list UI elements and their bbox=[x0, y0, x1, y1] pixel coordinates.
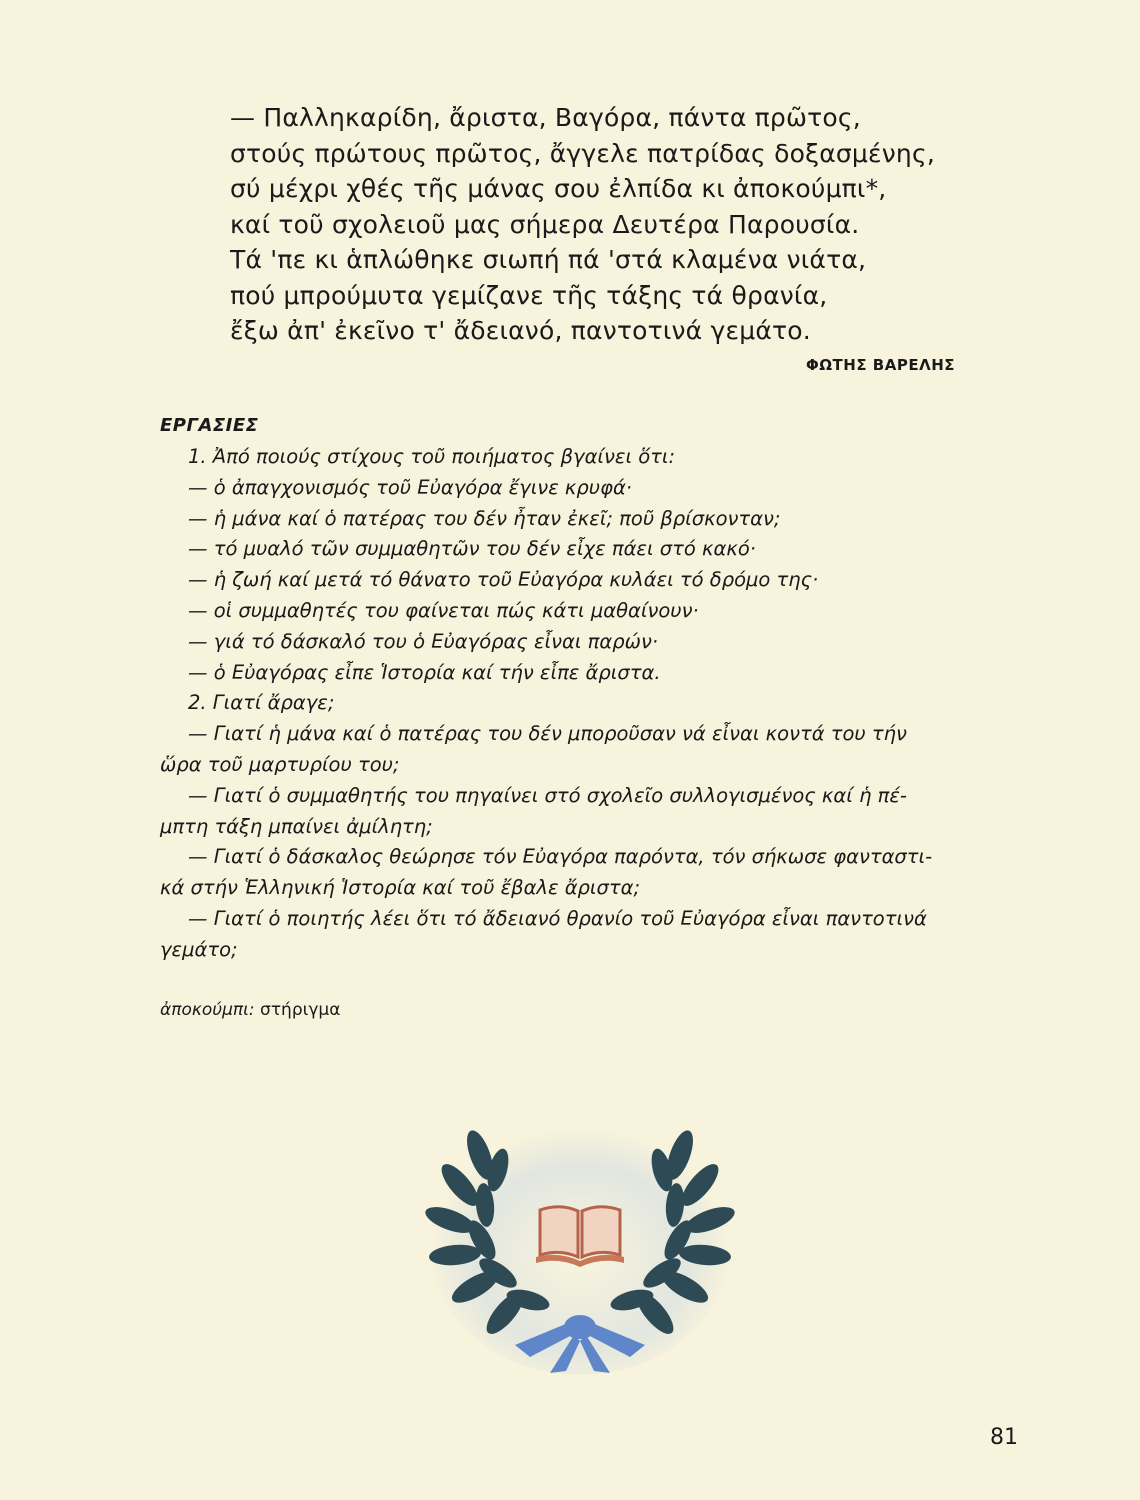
footnote-term: ἀποκούμπι: bbox=[160, 1000, 255, 1020]
question-1-item: — ὁ Εὐαγόρας εἶπε Ἱστορία καί τήν εἶπε ἄριστα. bbox=[188, 660, 661, 684]
question-1-item: — οἱ συμμαθητές του φαίνεται πώς κάτι μαθαίνουν· bbox=[188, 598, 699, 622]
poem-line: Τά 'πε κι ἁπλώθηκε σιωπή πά 'στά κλαμένα νιάτα, bbox=[230, 245, 867, 274]
laurel-wreath-icon bbox=[420, 1095, 740, 1375]
question-2-line: — Γιατί ὁ δάσκαλος θεώρησε τόν Εὐαγόρα παρόντα, τόν σήκωσε φανταστι- bbox=[188, 845, 933, 869]
question-2: 2. Γιατί ἄραγε; bbox=[188, 691, 335, 715]
question-1-item: — τό μυαλό τῶν συμμαθητῶν του δέν εἶχε πάει στό κακό· bbox=[188, 537, 756, 561]
question-1-item: — ἡ ζωή καί μετά τό θάνατο τοῦ Εὐαγόρα κυλάει τό δρόμο της· bbox=[188, 568, 819, 592]
poem-line: καί τοῦ σχολειοῦ μας σήμερα Δευτέρα Παρουσία. bbox=[230, 209, 860, 239]
question-2-line: — Γιατί ὁ συμμαθητής του πηγαίνει στό σχολεῖο συλλογισμένος καί ἡ πέ- bbox=[188, 783, 907, 807]
exercises-list bbox=[160, 442, 1010, 966]
question-2-line: κά στήν Ἑλληνική Ἱστορία καί τοῦ ἔβαλε ἄριστα; bbox=[160, 876, 641, 900]
question-1-item: — ὁ ἀπαγχονισμός τοῦ Εὐαγόρα ἔγινε κρυφά· bbox=[188, 475, 633, 499]
question-2-line: — Γιατί ἡ μάνα καί ὁ πατέρας του δέν μποροῦσαν νά εἶναι κοντά του τήν bbox=[188, 722, 907, 746]
question-1-item: — ἡ μάνα καί ὁ πατέρας του δέν ἦταν ἐκεῖ; ποῦ βρίσκονταν; bbox=[188, 506, 781, 530]
question-2-line: μπτη τάξη μπαίνει ἀμίλητη; bbox=[160, 814, 433, 838]
poem bbox=[230, 100, 990, 349]
poem-line: σύ μέχρι χθές τῆς μάνας σου ἐλπίδα κι ἀποκούμπι*, bbox=[230, 174, 887, 203]
question-2-line: — Γιατί ὁ ποιητής λέει ὅτι τό ἄδειανό θρανίο τοῦ Εὐαγόρα εἶναι παντοτινά bbox=[188, 906, 927, 930]
question-2-line: ὥρα τοῦ μαρτυρίου του; bbox=[160, 752, 400, 776]
question-1-item: — γιά τό δάσκαλό του ὁ Εὐαγόρας εἶναι παρών· bbox=[188, 629, 659, 653]
poem-line: στούς πρώτους πρῶτος, ἄγγελε πατρίδας δοξασμένης, bbox=[230, 138, 935, 168]
poem-line: πού μπρούμυτα γεμίζανε τῆς τάξης τά θρανία, bbox=[230, 280, 828, 310]
poem-line: ἔξω ἀπ' ἐκεῖνο τ' ἄδειανό, παντοτινά γεμάτο. bbox=[230, 316, 811, 345]
page-number: 81 bbox=[990, 1425, 1018, 1450]
question-1: 1. Ἀπό ποιούς στίχους τοῦ ποιήματος βγαίνει ὅτι: bbox=[188, 445, 676, 468]
footnote-definition: στήριγμα bbox=[260, 1000, 341, 1020]
exercises-heading: ΕΡΓΑΣΙΕΣ bbox=[160, 415, 259, 436]
footnote bbox=[160, 1000, 340, 1020]
question-2-line: γεμάτο; bbox=[160, 937, 238, 961]
poem-line: — Παλληκαρίδη, ἄριστα, Βαγόρα, πάντα πρῶτος, bbox=[230, 103, 861, 132]
poem-author: ΦΩΤΗΣ ΒΑΡΕΛΗΣ bbox=[806, 356, 955, 374]
